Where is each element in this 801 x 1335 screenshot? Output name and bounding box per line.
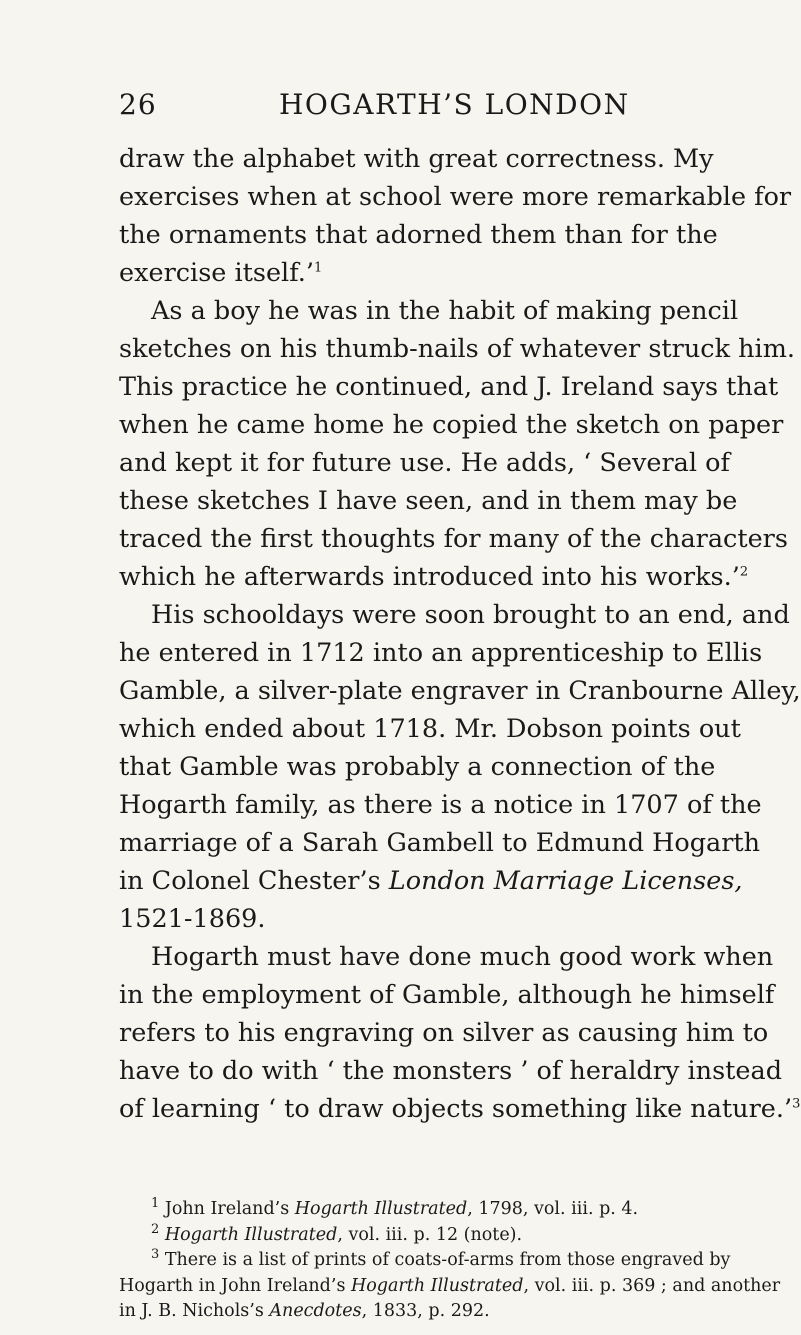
footnote-3-cont [119, 1299, 687, 1325]
paragraph-start: His schooldays were soon brought to an end, and [151, 600, 790, 630]
book-title: Hogarth Illustrated [164, 1224, 338, 1245]
footnote-mark: 2 [151, 1221, 160, 1237]
book-title: Hogarth Illustrated [294, 1199, 468, 1219]
footnote-text: , vol. iii. p. 369 ; and another [523, 1275, 781, 1296]
footnote-text: , vol. iii. p. 12 (note). [337, 1224, 523, 1245]
text-line: exercises when at school were more remarkable for [119, 182, 792, 212]
footnote-ref-1: 1 [313, 260, 323, 276]
text-line: traced the first thoughts for many of the characters [119, 524, 788, 554]
book-title: Anecdotes [269, 1301, 362, 1321]
footnote-text: There is a list of prints of coats-of-arms from those engraved by [164, 1250, 731, 1270]
text-line: 1521-1869. [119, 904, 266, 934]
footnote-3 [119, 1247, 731, 1274]
page-header [119, 88, 679, 130]
running-head: HOGARTH’S LONDON [279, 88, 630, 121]
footnote-text: , 1833, p. 292. [361, 1301, 490, 1321]
footnote-1 [119, 1197, 687, 1223]
text-line: these sketches I have seen, and in them may be [119, 486, 738, 516]
text-line: refers to his engraving on silver as causing him to [119, 1018, 769, 1048]
text-line: he entered in 1712 into an apprenticeship to Ellis [119, 638, 763, 668]
footnote-2 [119, 1223, 687, 1249]
text-line: when he came home he copied the sketch on paper [119, 410, 784, 440]
body-text [119, 140, 801, 1128]
text-line: in the employment of Gamble, although he himself [119, 980, 775, 1010]
footnote-text: in J. B. Nichols’s [119, 1301, 270, 1321]
paragraph-start: Hogarth must have done much good work when [151, 942, 774, 972]
footnote-text: Hogarth in John Ireland’s [119, 1275, 351, 1296]
text-span: which he afterwards introduced into his works.’ [119, 562, 740, 592]
footnote-mark: 1 [151, 1196, 160, 1212]
text-line [119, 254, 681, 292]
text-span: exercise itself.’ [119, 258, 314, 288]
footnote-text: John Ireland’s [164, 1199, 295, 1219]
text-span: in Colonel Chester’s [119, 866, 389, 896]
footnote-ref-2: 2 [739, 564, 749, 580]
paragraph-start: As a boy he was in the habit of making pencil [151, 296, 739, 326]
footnotes [119, 1196, 781, 1325]
footnote-3-cont [119, 1274, 781, 1300]
text-line: have to do with ‘ the monsters ’ of heraldry instead [119, 1056, 783, 1086]
text-span: of learning ‘ to draw objects something like nature.’ [119, 1094, 793, 1124]
text-line: that Gamble was probably a connection of the [119, 752, 716, 782]
text-line: the ornaments that adorned them than for the [119, 220, 718, 250]
text-line: This practice he continued, and J. Ireland says that [119, 372, 779, 402]
text-line: draw the alphabet with great correctness. My [119, 144, 714, 174]
book-title: London Marriage Licenses, [388, 866, 743, 896]
footnote-ref-3: 3 [792, 1096, 801, 1112]
text-line: Hogarth family, as there is a notice in 1707 of the [119, 790, 762, 820]
text-line [119, 558, 749, 596]
footnote-mark: 3 [151, 1247, 160, 1263]
text-line: which ended about 1718. Mr. Dobson points out [119, 714, 741, 744]
text-line: and kept it for future use. He adds, ‘ Several of [119, 448, 730, 478]
footnote-text: , 1798, vol. iii. p. 4. [467, 1199, 639, 1219]
book-title: Hogarth Illustrated [351, 1275, 524, 1296]
page-number: 26 [119, 88, 157, 121]
text-line: Gamble, a silver-plate engraver in Cranbourne Alley, [119, 676, 801, 706]
text-line [119, 862, 743, 900]
text-line [119, 1090, 801, 1128]
text-line: marriage of a Sarah Gambell to Edmund Hogarth [119, 828, 761, 858]
text-line: sketches on his thumb-nails of whatever struck him. [119, 334, 795, 364]
